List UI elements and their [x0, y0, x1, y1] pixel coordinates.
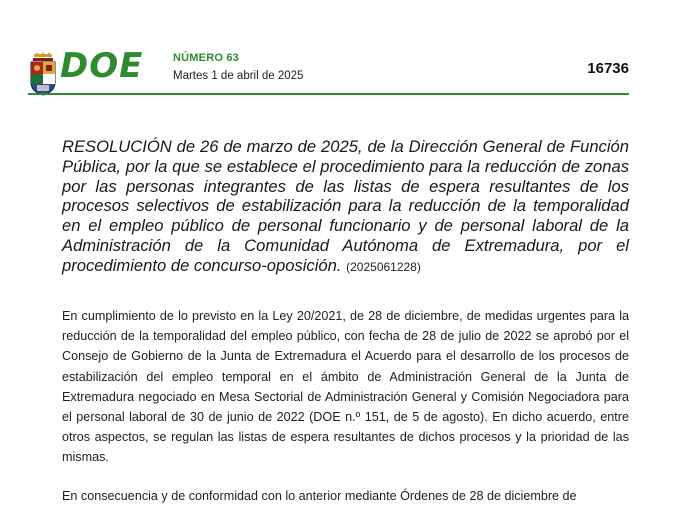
page-number: 16736 [587, 60, 629, 77]
resolution-title-text: RESOLUCIÓN de 26 de marzo de 2025, de la Dirección General de Función Pública, por la que se establece el procedimiento para la reducción de zonas por las personas integrantes de las listas de espera resultantes de los procesos selectivos de estabilización para la reducción de la temporalidad en el empleo público de personal funcionario y de personal laboral de la Administración de la Comunidad Autónoma de Extremadura, por el procedimiento de concurso-oposición. [62, 137, 629, 275]
body-paragraph-1: En cumplimiento de lo previsto en la Ley 20/2021, de 28 de diciembre, de medidas urgentes para la reducción de la temporalidad del empleo público, con fecha de 28 de julio de 2022 se aprobó por el Consejo de Gobierno de la Junta de Extremadura el Acuerdo para el desarrollo de los procesos de estabilización del empleo temporal en el ámbito de Administración General de la Junta de Extremadura negociado en Mesa Sectorial de Administración General y Comisión Negociadora para el personal laboral de 30 de junio de 2022 (DOE n.º 151, de 5 de agosto). En dicho acuerdo, entre otros aspectos, se regulan las listas de espera resultantes de dichos procesos y la prioridad de las mismas. [62, 309, 629, 465]
issue-number: NÚMERO 63 [173, 52, 239, 64]
page-header [0, 0, 673, 100]
coat-of-arms-icon [28, 52, 58, 96]
doe-logo: DOE [60, 46, 144, 86]
resolution-title [62, 137, 629, 278]
body-paragraph-2: En consecuencia y de conformidad con lo anterior mediante Órdenes de 28 de diciembre de [62, 489, 577, 503]
header-divider [28, 93, 629, 95]
publication-date: Martes 1 de abril de 2025 [173, 70, 304, 82]
reference-code: (2025061228) [346, 259, 421, 274]
